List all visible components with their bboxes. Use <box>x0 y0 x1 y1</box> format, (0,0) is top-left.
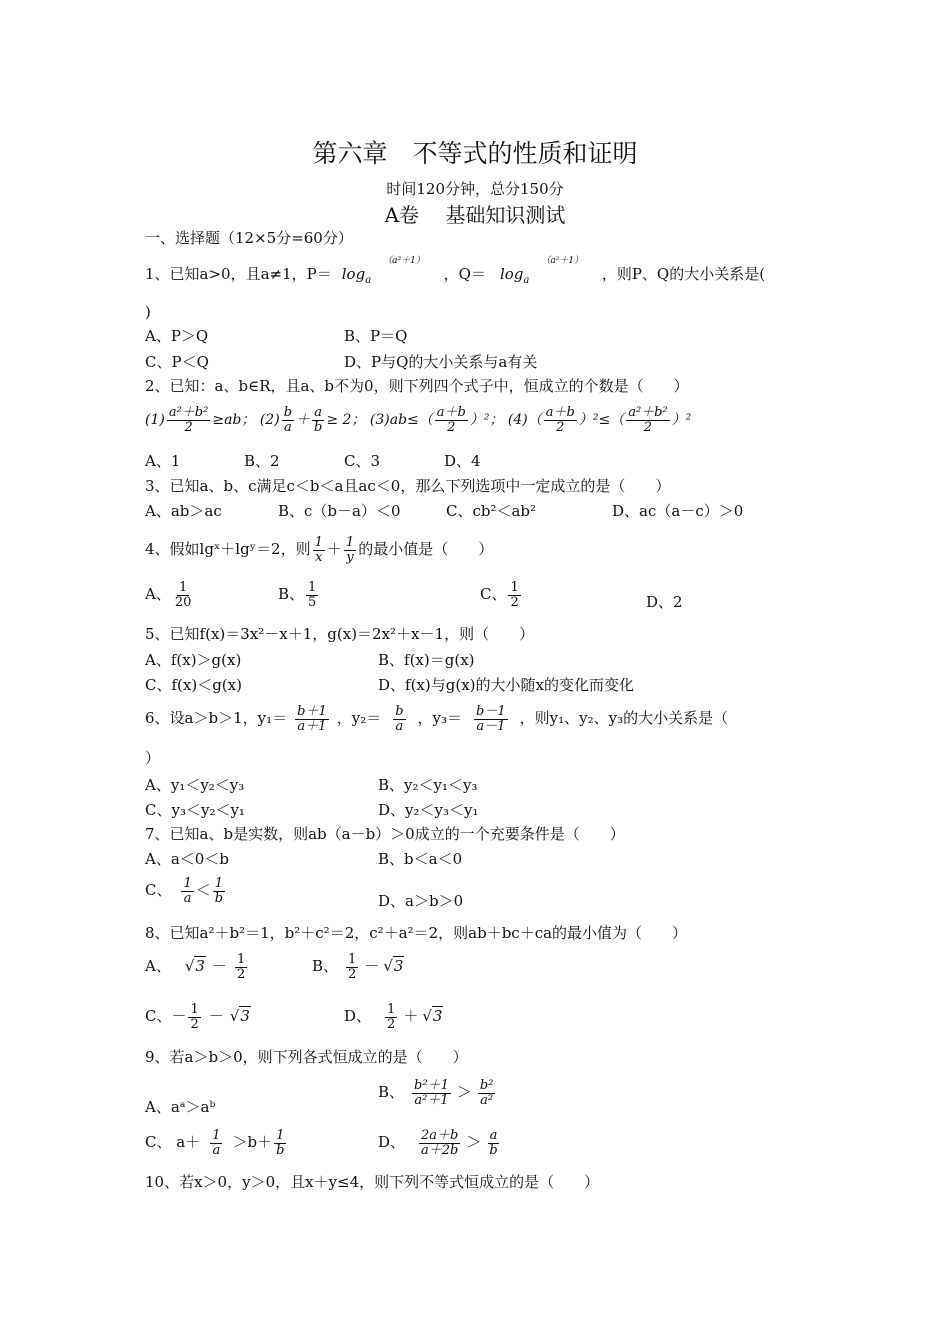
q5-option-c: C、f(x)＜g(x) <box>145 676 242 694</box>
part-title: A卷 基础知识测试 <box>384 203 566 227</box>
q6-option-b: B、y₂＜y₁＜y₃ <box>378 776 478 794</box>
q2-option-a: A、1 <box>145 452 181 470</box>
question-3: 3、已知a、b、c满足c＜b＜a且ac＜0，那么下列选项中一定成立的是（ ） <box>145 477 671 495</box>
q8-option-a: A、 √3 － $\frac{1}{2}$ <box>145 951 246 982</box>
q1-option-a: A、P＞Q <box>145 327 209 345</box>
exam-time-info: 时间120分钟，总分150分 <box>386 180 564 198</box>
q9-option-b: B、 $\frac{\text{b²＋1}}{\text{a²＋1}}$ ＞ $\frac{\text{b²}}{\text{a²}}$ <box>378 1077 494 1108</box>
section-heading: 一、选择题（12×5分=60分） <box>145 229 353 247</box>
q2-option-d: D、4 <box>444 452 481 470</box>
log-expression-q: $\log_a^{(a^2+1)}$ <box>499 256 584 286</box>
q6-option-c: C、y₃＜y₂＜y₁ <box>145 801 245 819</box>
q9-option-c: C、 a＋ $\frac{1}{a}$ ＞b＋ $\frac{1}{b}$ <box>145 1127 285 1158</box>
q1-option-b: B、P＝Q <box>344 327 408 345</box>
q4-option-a: A、 $\frac{1}{20}$ <box>145 579 192 610</box>
question-4: 4、假如lgˣ＋lgʸ＝2，则 $\frac{1}{x}$ ＋ $\frac{1}{y}$ 的最小值是（ ） <box>145 534 494 565</box>
q6-option-a: A、y₁＜y₂＜y₃ <box>145 776 245 794</box>
q3-option-c: C、cb²＜ab² <box>446 502 537 520</box>
q7-option-b: B、b＜a＜0 <box>378 850 463 868</box>
question-7: 7、已知a、b是实数，则ab（a－b）＞0成立的一个充要条件是（ ） <box>145 825 625 843</box>
q3-option-d: D、ac（a－c）＞0 <box>612 502 744 520</box>
q1-option-d: D、P与Q的大小关系与a有关 <box>344 353 538 371</box>
q8-option-b: B、 $\frac{1}{2}$ － √3 <box>312 951 404 982</box>
question-2: 2、已知：a、b∈R，且a、b不为0，则下列四个式子中，恒成立的个数是（ ） <box>145 377 689 395</box>
q8-option-c: C、－ $\frac{1}{2}$ － √3 <box>145 1001 250 1032</box>
q4-option-d: D、2 <box>646 593 683 611</box>
question-9: 9、若a＞b＞0，则下列各式恒成立的是（ ） <box>145 1048 468 1066</box>
q2-option-b: B、2 <box>244 452 280 470</box>
q5-option-b: B、f(x)＝g(x) <box>378 651 475 669</box>
q4-option-c: C、 $\frac{1}{2}$ <box>480 579 519 610</box>
q2-option-c: C、3 <box>344 452 381 470</box>
q5-option-d: D、f(x)与g(x)的大小随x的变化而变化 <box>378 676 634 694</box>
q9-option-d: D、 $\frac{2a+b}{a+2b}$ ＞ $\frac{a}{b}$ <box>378 1127 498 1158</box>
question-8: 8、已知a²＋b²＝1，b²＋c²＝2，c²＋a²＝2，则ab＋bc＋ca的最小值为（ ） <box>145 924 688 942</box>
question-6-end: ） <box>145 749 161 767</box>
q6-option-d: D、y₂＜y₃＜y₁ <box>378 801 479 819</box>
q7-option-d: D、a＞b＞0 <box>378 892 464 910</box>
q8-option-d: D、 $\frac{1}{2}$ ＋ √3 <box>344 1001 443 1032</box>
q1-option-c: C、P＜Q <box>145 353 209 371</box>
q4-option-b: B、 $\frac{1}{5}$ <box>278 579 317 610</box>
chapter-title: 第六章 不等式的性质和证明 <box>312 139 638 168</box>
q7-option-a: A、a＜0＜b <box>145 850 229 868</box>
q5-option-a: A、f(x)＞g(x) <box>145 651 242 669</box>
question-6: 6、设a＞b＞1，y₁＝ $\frac{b+1}{a+1}$ ，y₂＝ $\frac{b}{a}$ ，y₃＝ $\frac{b-1}{a-1}$ ，则y₁、y₂、y₃的大小关系是（ <box>145 703 729 734</box>
q3-option-a: A、ab＞ac <box>145 502 222 520</box>
question-1: 1、已知a>0，且a≠1，$P= \log_a^{(a^3+1)}$ ，$Q= \log_a^{(a^2+1)}$ ，则P、Q的大小关系是( <box>145 256 766 286</box>
question-10: 10、若x＞0，y＞0，且x＋y≤4，则下列不等式恒成立的是（ ） <box>145 1173 600 1191</box>
log-expression-p: $\log_a^{(a^3+1)}$ <box>341 256 425 286</box>
question-1-end: ) <box>145 303 151 321</box>
question-5: 5、已知f(x)＝3x²－x＋1，g(x)＝2x²＋x－1，则（ ） <box>145 625 535 643</box>
q3-option-b: B、c（b－a）＜0 <box>278 502 401 520</box>
question-2-expressions: (1) $\frac{\text{a²＋b²}}{2}$ ≥ab； (2) $\frac{b}{a}$ ＋ $\frac{a}{b}$ ≥ 2； (3)ab≤（ $\frac{a+b}{2}$ ）²； (4)（ $\frac{a+b}{2}$ ）²≤（ $\frac{\text{a²＋b²}}{2}$ ）² <box>145 404 692 435</box>
q7-option-c: C、 $\frac{1}{a}$ ＜ $\frac{1}{b}$ <box>145 875 224 906</box>
q9-option-a: A、aᵃ＞aᵇ <box>145 1098 216 1116</box>
